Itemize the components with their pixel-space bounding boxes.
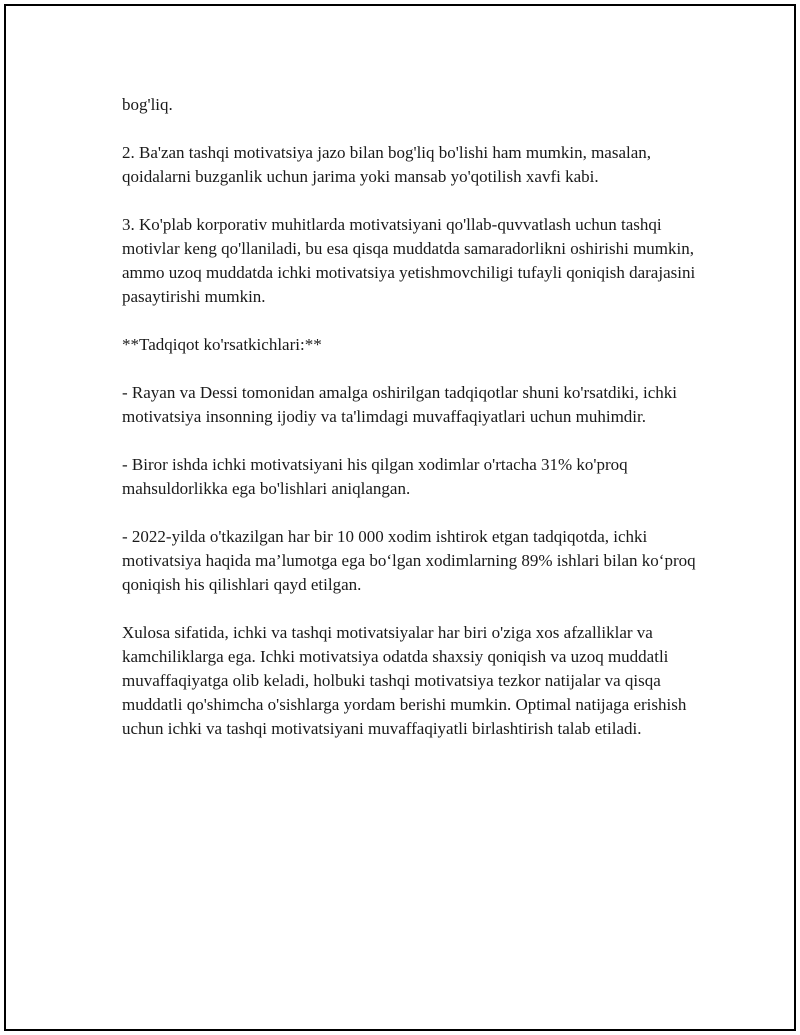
paragraph-point-3: 3. Ko'plab korporativ muhitlarda motivatsiyani qo'llab-quvvatlash uchun tashqi motivlar keng qo'llaniladi, bu esa qisqa muddatda samaradorlikni oshirishi mumkin, ammo uzoq muddatda ichki motivatsiya yetishmovchiligi tufayli qoniqish darajasini pasaytirishi mumkin. (122, 215, 696, 306)
paragraph-point-2: 2. Ba'zan tashqi motivatsiya jazo bilan bog'liq bo'lishi ham mumkin, masalan, qoidalarni buzganlik uchun jarima yoki mansab yo'qotilish xavfi kabi. (122, 143, 652, 186)
document-body (122, 93, 702, 765)
section-heading-research: **Tadqiqot ko'rsatkichlari:** (122, 335, 322, 354)
bullet-2022-study: - 2022-yilda o'tkazilgan har bir 10 000 xodim ishtirok etgan tadqiqotda, ichki motivatsiya haqida ma’lumotga ega bo‘lgan xodimlarning 89% ishlari bilan ko‘proq qoniqish his qilishlari qayd etilgan. (122, 527, 696, 594)
bullet-ryan-deci: - Rayan va Dessi tomonidan amalga oshirilgan tadqiqotlar shuni ko'rsatdiki, ichki motivatsiya insonning ijodiy va ta'limdagi muvaffaqiyatlari uchun muhimdir. (122, 383, 677, 426)
page-frame (4, 4, 796, 1031)
paragraph-conclusion: Xulosa sifatida, ichki va tashqi motivatsiyalar har biri o'ziga xos afzalliklar va kamchiliklarga ega. Ichki motivatsiya odatda shaxsiy qoniqish va uzoq muddatli muvaffaqiyatga olib keladi, holbuki tashqi motivatsiya tezkor natijalar va qisqa muddatli qo'shimcha o'sishlarga yordam berishi mumkin. Optimal natijaga erishish uchun ichki va tashqi motivatsiyani muvaffaqiyatli birlashtirish talab etiladi. (122, 623, 687, 738)
bullet-productivity: - Biror ishda ichki motivatsiyani his qilgan xodimlar o'rtacha 31% ko'proq mahsuldorlikka ega bo'lishlari aniqlangan. (122, 455, 628, 498)
paragraph-continuation: bog'liq. (122, 95, 173, 114)
